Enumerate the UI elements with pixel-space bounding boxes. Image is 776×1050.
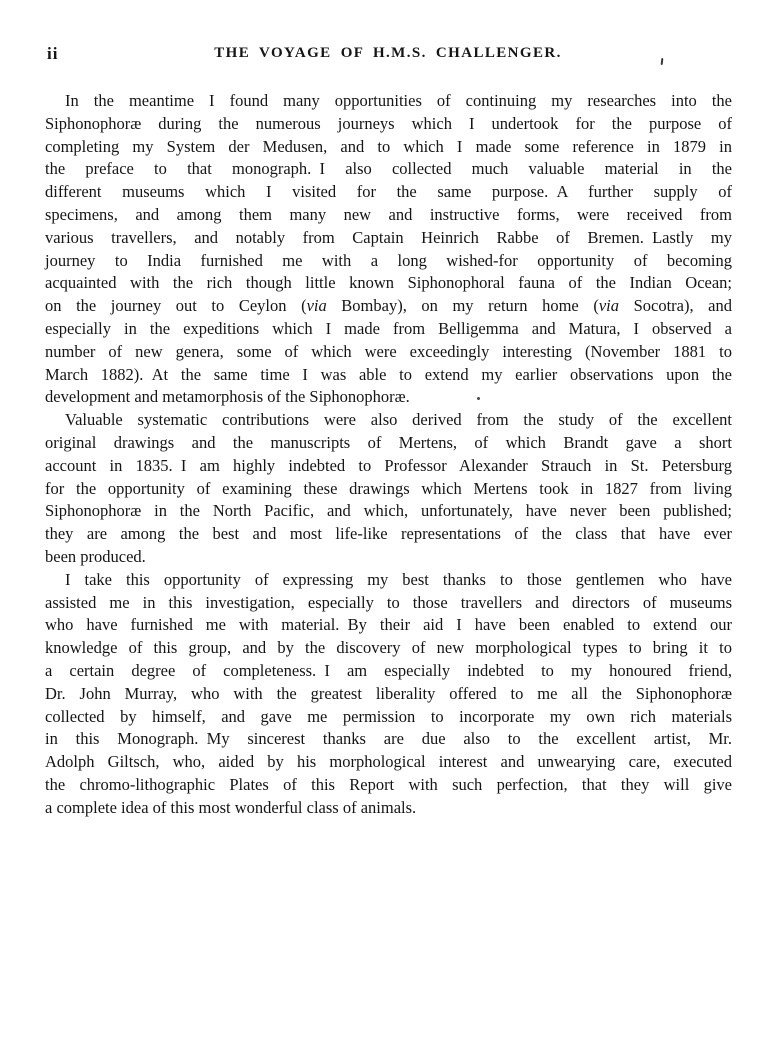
text-line: [45, 614, 732, 637]
text-line: [45, 455, 732, 478]
text-segment: the chromo-lithographic Plates of this Report with such perfection, that they will give: [45, 774, 732, 794]
text-line: [45, 113, 732, 136]
text-segment: number of new genera, some of which were exceedingly interesting (November 1881 to: [45, 341, 732, 361]
text-line: [45, 660, 732, 683]
running-title: THE VOYAGE OF H.M.S. CHALLENGER.: [214, 45, 562, 61]
text-line: [45, 637, 732, 660]
text-segment: various travellers, and notably from Captain Heinrich Rabbe of Bremen. Lastly my: [45, 227, 732, 247]
text-segment: for the opportunity of examining these drawings which Mertens took in 1827 from living: [45, 478, 732, 498]
text-line: [45, 523, 732, 546]
ink-speck: [477, 397, 480, 400]
text-line: [45, 90, 732, 113]
text-line: [45, 728, 732, 751]
text-line: [45, 706, 732, 729]
text-line: [45, 569, 732, 592]
text-segment: the preface to that monograph. I also collected much valuable material in the: [45, 159, 732, 179]
text-segment: who have furnished me with material. By their aid I have been enabled to extend our: [45, 615, 732, 635]
text-segment: development and metamorphosis of the Siphonophoræ.: [45, 387, 410, 407]
text-line: [45, 227, 732, 250]
text-line: [45, 386, 732, 409]
text-line: [45, 751, 732, 774]
text-line: [45, 364, 732, 387]
page-body-text: [45, 90, 732, 820]
text-segment: assisted me in this investigation, especially to those travellers and directors of museums: [45, 592, 732, 612]
text-segment: Siphonophoræ during the numerous journeys which I undertook for the purpose of: [45, 113, 732, 133]
text-segment: a certain degree of completeness. I am especially indebted to my honoured friend,: [45, 660, 732, 680]
text-line: [45, 204, 732, 227]
page-number: ii: [47, 44, 59, 63]
text-line: [45, 409, 732, 432]
text-segment: they are among the best and most life-like representations of the class that have ever: [45, 524, 732, 544]
text-segment: Siphonophoræ in the North Pacific, and which, unfortunately, have never been published;: [45, 501, 732, 521]
text-segment: acquainted with the rich though little known Siphonophoral fauna of the Indian Ocean;: [45, 273, 732, 293]
text-segment: on the journey out to Ceylon (: [45, 296, 307, 316]
text-line: [45, 136, 732, 159]
text-segment: journey to India furnished me with a long wished-for opportunity of becoming: [45, 250, 732, 270]
text-segment: specimens, and among them many new and instructive forms, were received from: [45, 204, 732, 224]
text-segment: completing my System der Medusen, and to which I made some reference in 1879 in: [45, 136, 732, 156]
text-line: [45, 181, 732, 204]
text-segment: a complete idea of this most wonderful class of animals.: [45, 797, 417, 817]
text-segment: knowledge of this group, and by the discovery of new morphological types to bring it to: [45, 638, 732, 658]
text-segment: Socotra), and: [619, 296, 732, 316]
text-segment: been produced.: [45, 546, 146, 566]
text-line: [45, 250, 732, 273]
text-segment: in this Monograph. My sincerest thanks are due also to the excellent artist, Mr.: [45, 729, 732, 749]
text-segment: Valuable systematic contributions were also derived from the study of the excellent: [65, 410, 732, 430]
text-segment: collected by himself, and gave me permission to incorporate my own rich materials: [45, 706, 732, 726]
text-line: [45, 683, 732, 706]
text-line: [45, 272, 732, 295]
italic-text: via: [306, 296, 327, 316]
text-segment: original drawings and the manuscripts of Mertens, of which Brandt gave a short: [45, 432, 732, 452]
text-segment: I take this opportunity of expressing my best thanks to those gentlemen who have: [65, 569, 732, 589]
text-segment: March 1882). At the same time I was able to extend my earlier observations upon the: [45, 364, 732, 384]
text-line: [45, 592, 732, 615]
text-segment: especially in the expeditions which I made from Belligemma and Matura, I observed a: [45, 318, 732, 338]
text-line: [45, 500, 732, 523]
text-segment: In the meantime I found many opportunities of continuing my researches into the: [65, 91, 732, 110]
text-line: [45, 432, 732, 455]
text-line: [45, 774, 732, 797]
text-line: [45, 158, 732, 181]
text-line: [45, 295, 732, 318]
text-segment: different museums which I visited for the same purpose. A further supply of: [45, 182, 732, 202]
text-line: [45, 546, 732, 569]
text-line: [45, 341, 732, 364]
text-segment: Bombay), on my return home (: [326, 296, 599, 316]
text-segment: Dr. John Murray, who with the greatest liberality offered to me all the Siphonophoræ: [45, 683, 732, 703]
text-line: [45, 318, 732, 341]
text-line: [45, 478, 732, 501]
text-line: [45, 797, 732, 820]
ink-speck: [661, 58, 664, 65]
text-segment: Adolph Giltsch, who, aided by his morphological interest and unwearying care, executed: [45, 752, 732, 772]
italic-text: via: [598, 296, 619, 316]
text-segment: account in 1835. I am highly indebted to Professor Alexander Strauch in St. Petersburg: [45, 455, 732, 475]
